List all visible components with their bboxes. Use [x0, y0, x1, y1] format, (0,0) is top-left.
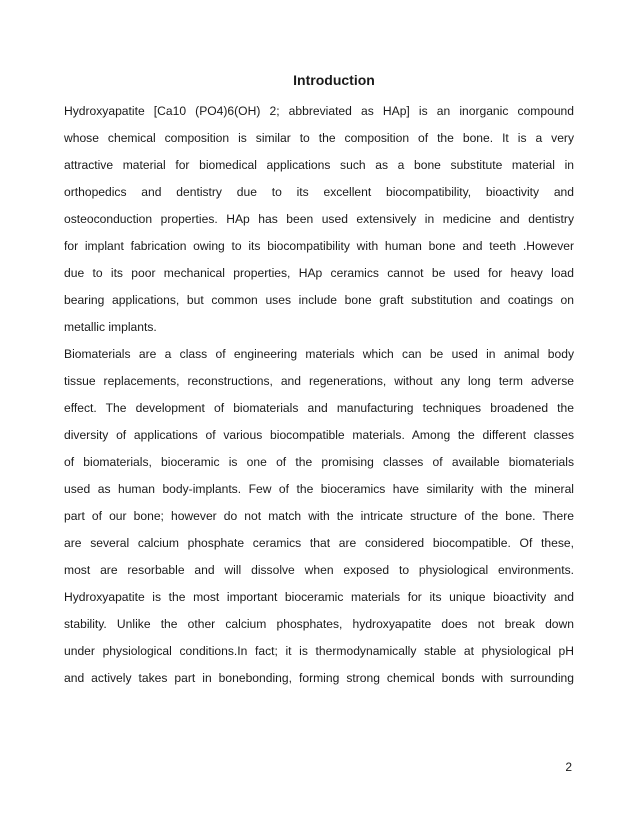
- text-line: Hydroxyapatite is the most important bioceramic materials for its unique bioactivity and: [64, 590, 574, 604]
- text-line: attractive material for biomedical applications such as a bone substitute material in: [64, 158, 574, 172]
- paragraph-hydroxyapatite: [64, 98, 574, 341]
- text-line: most are resorbable and will dissolve when exposed to physiological environments.: [64, 563, 574, 577]
- text-line: osteoconduction properties. HAp has been used extensively in medicine and dentistry: [64, 212, 574, 226]
- text-line: orthopedics and dentistry due to its excellent biocompatibility, bioactivity and: [64, 185, 574, 199]
- paragraph-biomaterials: [64, 341, 574, 692]
- page-number: 2: [565, 760, 572, 774]
- text-line: for implant fabrication owing to its biocompatibility with human bone and teeth .However: [64, 239, 574, 253]
- text-line: and actively takes part in bonebonding, forming strong chemical bonds with surrounding: [64, 671, 574, 685]
- text-line: effect. The development of biomaterials and manufacturing techniques broadened the: [64, 401, 574, 415]
- text-line: due to its poor mechanical properties, HAp ceramics cannot be used for heavy load: [64, 266, 574, 280]
- text-line: are several calcium phosphate ceramics that are considered biocompatible. Of these,: [64, 536, 574, 550]
- text-line: metallic implants.: [64, 320, 157, 334]
- text-line: bearing applications, but common uses include bone graft substitution and coatings on: [64, 293, 574, 307]
- text-line: Hydroxyapatite [Ca10 (PO4)6(OH) 2; abbreviated as HAp] is an inorganic compound: [64, 104, 574, 118]
- text-line: diversity of applications of various biocompatible materials. Among the different classes: [64, 428, 574, 442]
- text-line: of biomaterials, bioceramic is one of the promising classes of available biomaterials: [64, 455, 574, 469]
- page-title: Introduction: [293, 72, 375, 88]
- text-line: Biomaterials are a class of engineering materials which can be used in animal body: [64, 347, 574, 361]
- text-line: stability. Unlike the other calcium phosphates, hydroxyapatite does not break down: [64, 617, 574, 631]
- text-line: part of our bone; however do not match with the intricate structure of the bone. There: [64, 509, 574, 523]
- text-line: under physiological conditions.In fact; it is thermodynamically stable at physiological pH: [64, 644, 574, 658]
- text-line: tissue replacements, reconstructions, and regenerations, without any long term adverse: [64, 374, 574, 388]
- text-line: whose chemical composition is similar to the composition of the bone. It is a very: [64, 131, 574, 145]
- text-line: used as human body-implants. Few of the bioceramics have similarity with the mineral: [64, 482, 574, 496]
- body-text: [64, 98, 574, 692]
